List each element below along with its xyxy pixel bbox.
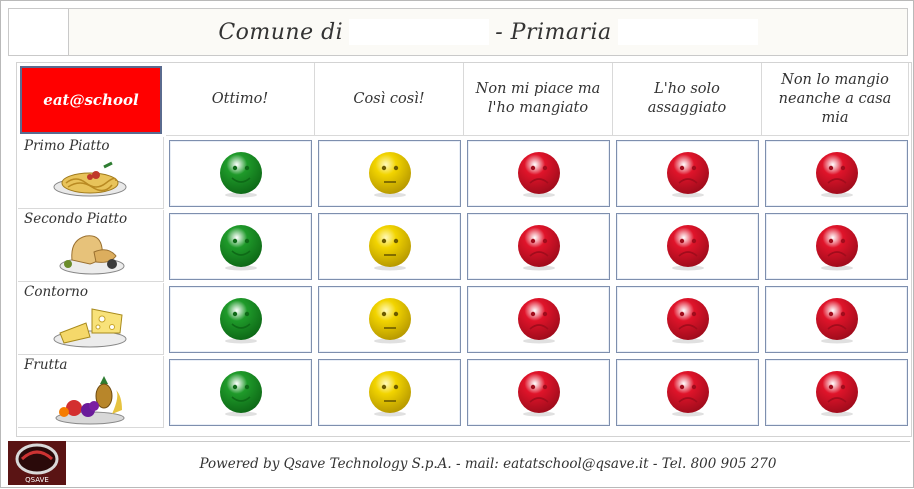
row-label-text: Frutta (24, 357, 68, 373)
row-label-secondo-piatto (18, 210, 164, 282)
column-header-non-mi-piace: Non mi piace ma l'ho mangiato (464, 63, 613, 136)
row-label-primo-piatto (18, 137, 164, 209)
sad-face-icon (516, 223, 562, 271)
rating-button-ottimo[interactable] (169, 213, 312, 280)
happy-face-icon (218, 150, 264, 198)
column-header-cosi-cosi: Così così! (315, 63, 464, 136)
happy-face-icon (218, 369, 264, 417)
title-suffix: - Primaria (495, 19, 612, 45)
cheese-icon (50, 303, 130, 349)
rating-button-ottimo[interactable] (169, 286, 312, 353)
rating-button-non-lo-mangio[interactable] (765, 140, 908, 207)
sad-face-icon (814, 223, 860, 271)
rating-button-non-mi-piace[interactable] (467, 213, 610, 280)
neutral-face-icon (367, 369, 413, 417)
sad-face-icon (665, 150, 711, 198)
qsave-logo-text: QSAVE (25, 476, 49, 484)
rating-button-ottimo[interactable] (169, 140, 312, 207)
rating-button-non-lo-mangio[interactable] (765, 286, 908, 353)
row-label-text: Primo Piatto (24, 138, 110, 154)
row-label-contorno (18, 283, 164, 355)
rating-button-ottimo[interactable] (169, 359, 312, 426)
rating-button-cosi-cosi[interactable] (318, 213, 461, 280)
happy-face-icon (218, 223, 264, 271)
neutral-face-icon (367, 296, 413, 344)
rating-button-non-mi-piace[interactable] (467, 286, 610, 353)
sad-face-icon (814, 296, 860, 344)
sad-face-icon (665, 369, 711, 417)
pasta-icon (50, 157, 130, 199)
page-title (69, 9, 907, 55)
column-header-ottimo: Ottimo! (166, 63, 315, 136)
rating-button-solo-assaggiato[interactable] (616, 359, 759, 426)
happy-face-icon (218, 296, 264, 344)
rating-button-non-lo-mangio[interactable] (765, 213, 908, 280)
rating-button-cosi-cosi[interactable] (318, 140, 461, 207)
footer (66, 441, 910, 486)
qsave-logo (8, 441, 66, 485)
column-header-non-lo-mangio: Non lo mangio neanche a casa mia (762, 63, 909, 136)
fruit-icon (50, 376, 130, 426)
header-left-blank (8, 8, 69, 56)
sad-face-icon (814, 369, 860, 417)
qsave-logo-icon (8, 441, 66, 485)
eatatschool-logo (20, 66, 162, 134)
rating-button-solo-assaggiato[interactable] (616, 140, 759, 207)
rating-button-cosi-cosi[interactable] (318, 359, 461, 426)
redacted-school (618, 19, 758, 45)
column-header-solo-assaggiato: L'ho solo assaggiato (613, 63, 762, 136)
rating-button-non-mi-piace[interactable] (467, 140, 610, 207)
sad-face-icon (516, 150, 562, 198)
rating-button-cosi-cosi[interactable] (318, 286, 461, 353)
logo-label: eat@school (43, 91, 139, 109)
sad-face-icon (665, 223, 711, 271)
rating-button-solo-assaggiato[interactable] (616, 213, 759, 280)
rating-button-non-mi-piace[interactable] (467, 359, 610, 426)
title-prefix: Comune di (218, 19, 344, 45)
sad-face-icon (516, 296, 562, 344)
row-label-frutta (18, 356, 164, 428)
row-label-text: Secondo Piatto (24, 211, 128, 227)
neutral-face-icon (367, 150, 413, 198)
sad-face-icon (665, 296, 711, 344)
footer-text: Powered by Qsave Technology S.p.A. - mail: eatatschool@qsave.it - Tel. 800 905 270 (199, 456, 777, 472)
sad-face-icon (516, 369, 562, 417)
row-label-text: Contorno (24, 284, 88, 300)
header-bar (68, 8, 908, 56)
redacted-comune (349, 19, 489, 45)
sad-face-icon (814, 150, 860, 198)
rating-button-non-lo-mangio[interactable] (765, 359, 908, 426)
chicken-icon (50, 230, 130, 276)
neutral-face-icon (367, 223, 413, 271)
rating-button-solo-assaggiato[interactable] (616, 286, 759, 353)
